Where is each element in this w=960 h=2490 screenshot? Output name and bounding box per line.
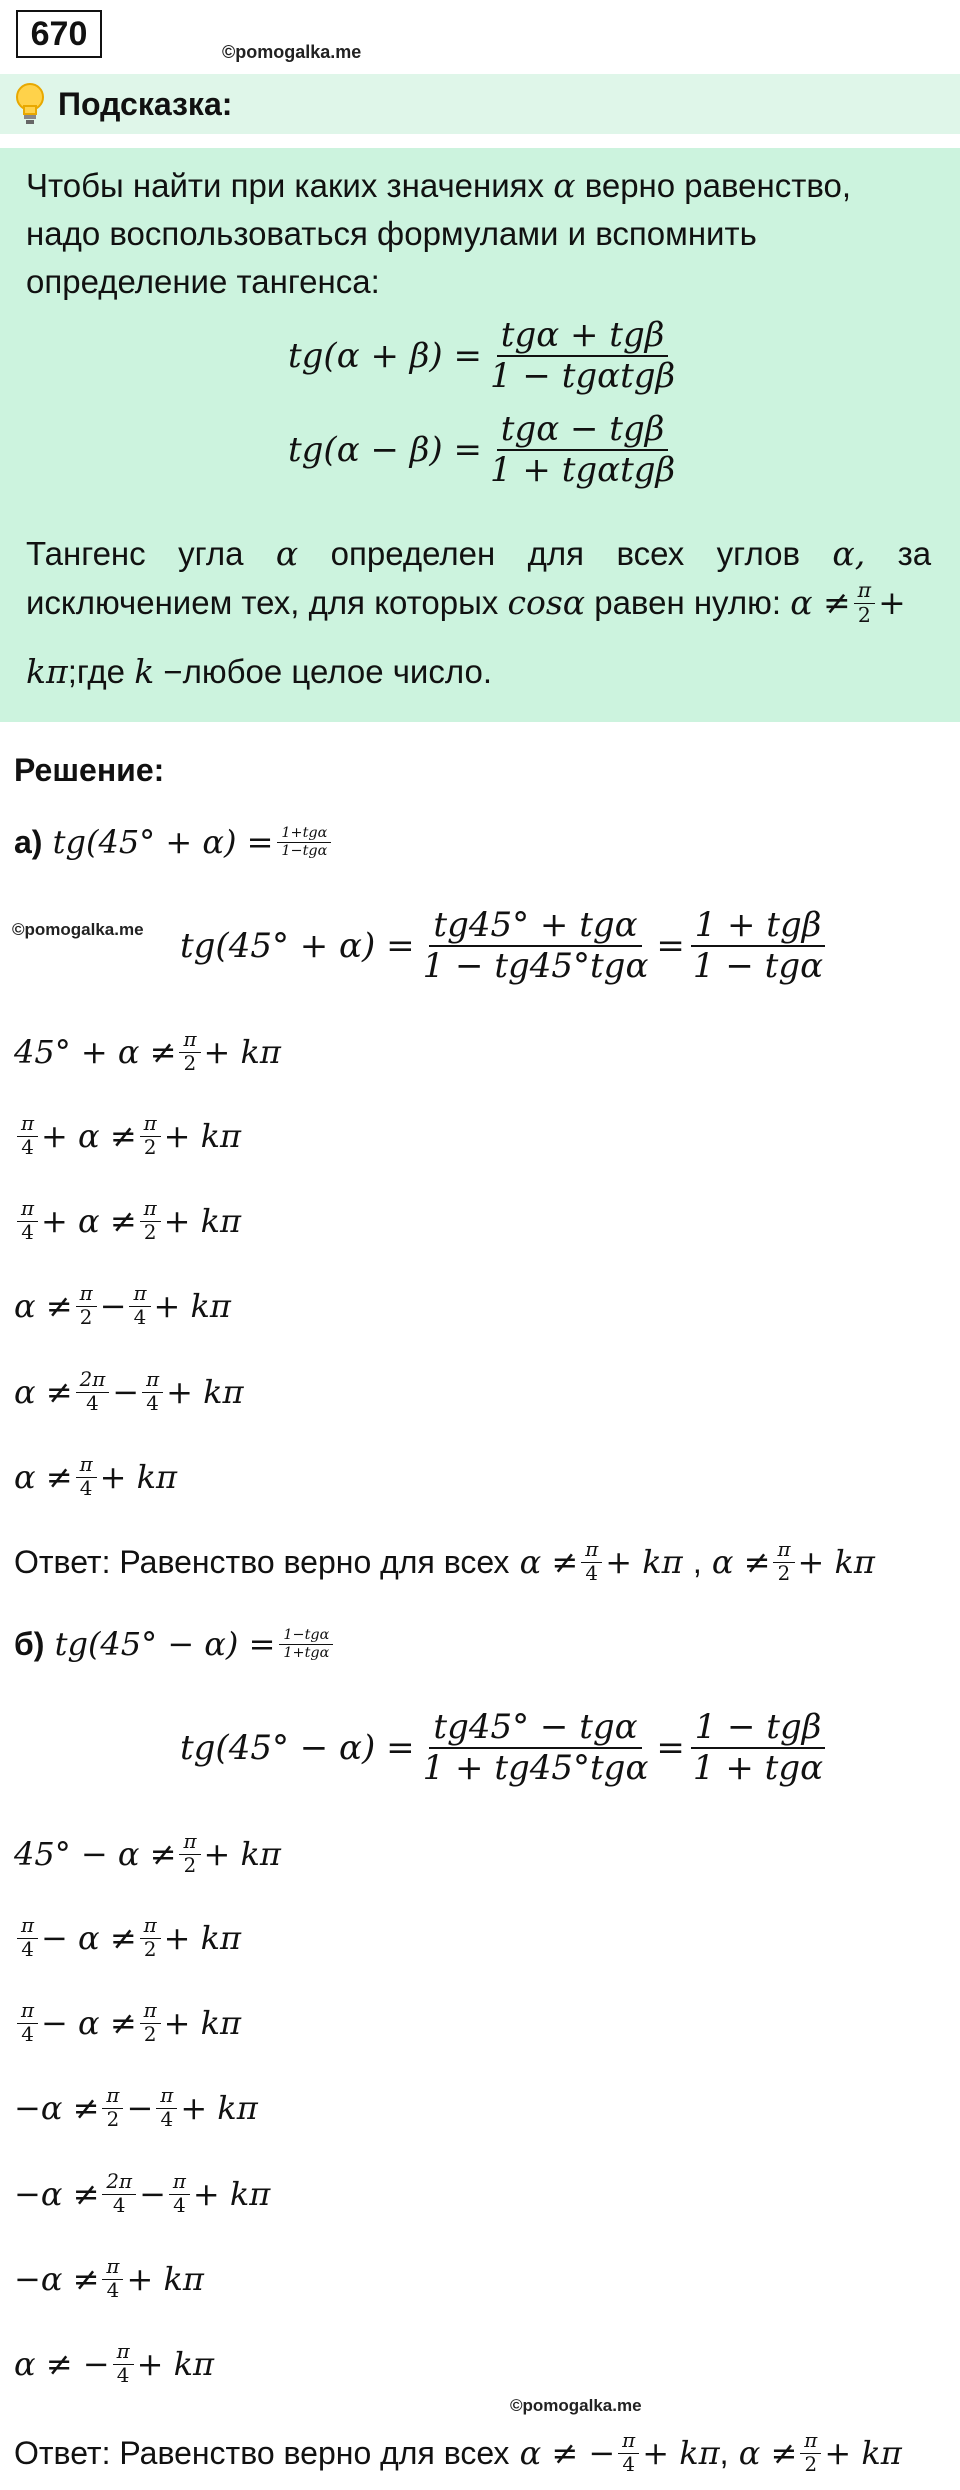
part-b-statement: б) tg(45° − α) = $\frac{\text{1−tgα}}{\text{1+tgα}}$	[14, 1616, 337, 1672]
part-a-step-1: 45° + α ≠ $\frac{\pi}{2}$ + kπ	[14, 1027, 281, 1075]
part-a-step-2: $\frac{\pi}{4}$ + α ≠ $\frac{\pi}{2}$ + kπ	[14, 1106, 241, 1166]
formula-tan-sum: tg(α + β) = $\frac{\text{tgα + tgβ}}{\text{1 − tgαtgβ}}$	[288, 315, 676, 397]
hint-definition-line1: Тангенс угла α определен для всех углов α, за	[26, 534, 932, 573]
lightbulb-icon	[14, 82, 46, 126]
part-a-step-6: α ≠ $\frac{\pi}{4}$ + kπ	[14, 1452, 178, 1500]
watermark-left: ©pomogalka.me	[12, 920, 144, 939]
part-b-step-2: $\frac{\pi}{4}$ − α ≠ $\frac{\pi}{2}$ + kπ	[14, 1908, 241, 1968]
watermark-bottom: ©pomogalka.me	[510, 2396, 642, 2415]
hint-intro-line3: определение тангенса:	[26, 263, 380, 300]
part-b-answer: Ответ: Равенство верно для всех α ≠ − $\frac{\pi}{4}$ + kπ , α ≠ $\frac{\pi}{2}$ + kπ	[14, 2428, 902, 2476]
formula-tan-diff: tg(α − β) = $\frac{\text{tgα − tgβ}}{\text{1 + tgαtgβ}}$	[288, 409, 676, 491]
part-a-answer: Ответ: Равенство верно для всех α ≠ $\frac{\pi}{4}$ + kπ , α ≠ $\frac{\pi}{2}$ + kπ	[14, 1537, 875, 1585]
hint-intro-line1: Чтобы найти при каких значениях α верно равенство,	[26, 166, 852, 205]
part-b-step-1: 45° − α ≠ $\frac{\pi}{2}$ + kπ	[14, 1829, 281, 1877]
part-a-step-4: α ≠ $\frac{\pi}{2}$ − $\frac{\pi}{4}$ + kπ	[14, 1281, 231, 1329]
part-b-step-7: α ≠ − $\frac{\pi}{4}$ + kπ	[14, 2339, 215, 2387]
hint-definition-line2: исключением тех, для которых cosα равен нулю: α ≠ $\frac{\pi}{2}$ +	[26, 577, 906, 627]
solution-title: Решение:	[14, 752, 165, 788]
watermark-top: ©pomogalka.me	[222, 42, 362, 62]
part-b-step-6: −α ≠ $\frac{\pi}{4}$ + kπ	[14, 2254, 204, 2302]
hint-definition-line3: kπ;где k −любое целое число.	[26, 652, 492, 691]
part-a-step-5: α ≠ $\frac{2\pi}{4}$ − $\frac{\pi}{4}$ + kπ	[14, 1367, 244, 1415]
part-b-main-equation: tg(45° − α) = $\frac{\text{tg45° − tgα}}{\text{1 + tg45°tgα}}$ = $\frac{\text{1 − tgβ}}{\text{1 + tgα}}$	[180, 1700, 831, 1796]
hint-header	[0, 74, 960, 134]
part-b-step-3: $\frac{\pi}{4}$ − α ≠ $\frac{\pi}{2}$ + kπ	[14, 1993, 241, 2053]
part-b-step-5: −α ≠ $\frac{2\pi}{4}$ − $\frac{\pi}{4}$ + kπ	[14, 2169, 271, 2217]
part-a-main-equation: tg(45° + α) = $\frac{\text{tg45° + tgα}}{\text{1 − tg45°tgα}}$ = $\frac{\text{1 + tgβ}}{\text{1 − tgα}}$	[180, 898, 831, 994]
hint-panel	[0, 148, 960, 722]
part-a-step-3: $\frac{\pi}{4}$ + α ≠ $\frac{\pi}{2}$ + kπ	[14, 1191, 241, 1251]
task-number: 670	[16, 10, 102, 58]
hint-intro-line2: надо воспользоваться формулами и вспомнить	[26, 215, 757, 252]
part-b-step-4: −α ≠ $\frac{\pi}{2}$ − $\frac{\pi}{4}$ + kπ	[14, 2083, 258, 2131]
hint-title: Подсказка:	[58, 85, 233, 122]
part-a-statement: а) tg(45° + α) = $\frac{\text{1+tgα}}{\text{1−tgα}}$	[14, 814, 335, 870]
